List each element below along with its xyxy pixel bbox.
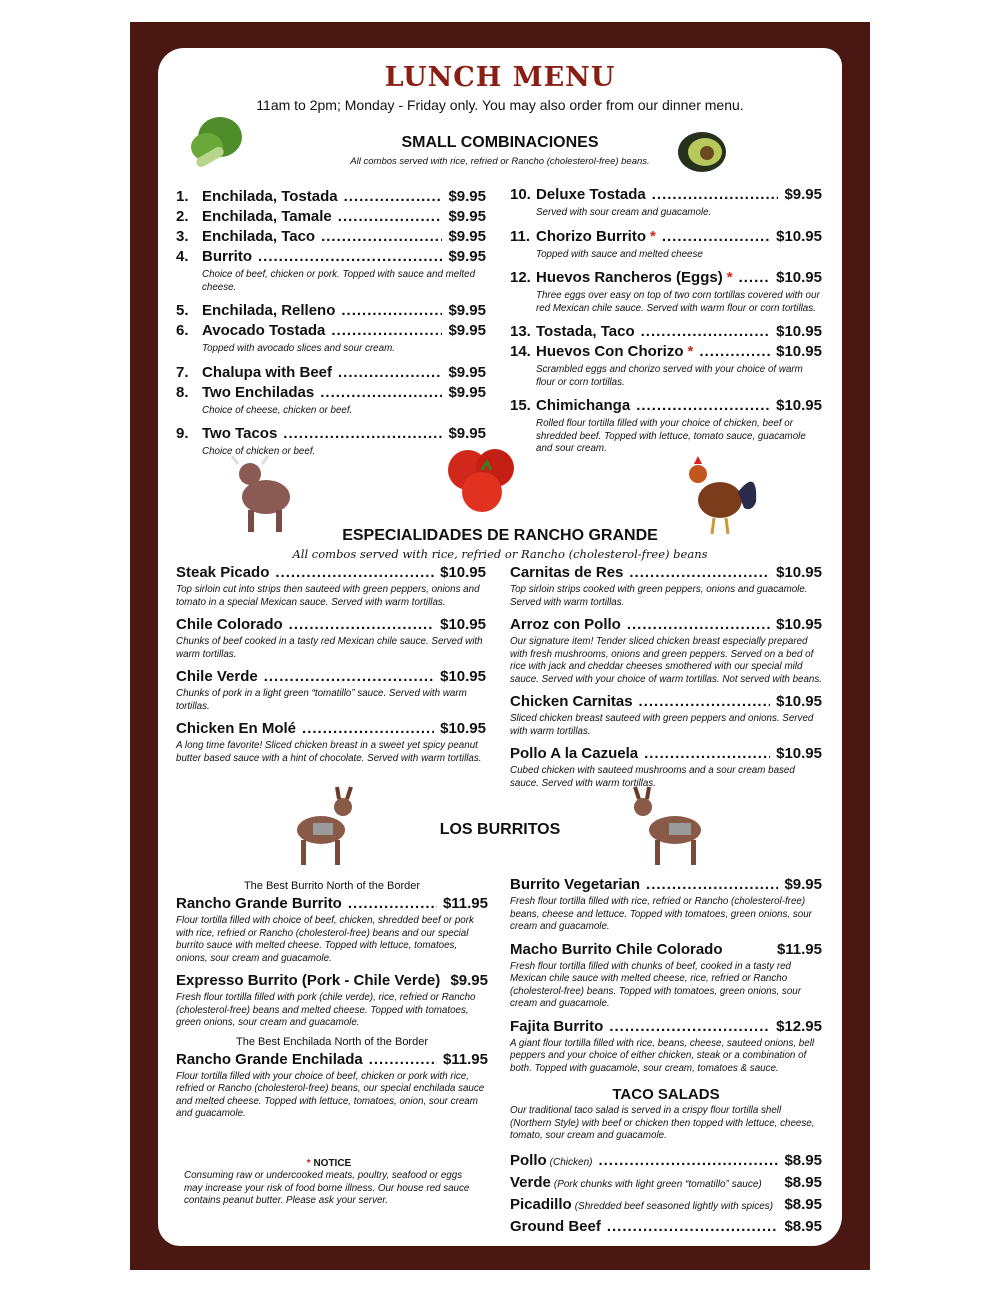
dot-leader [283,424,442,444]
item-price: $10.95 [776,397,822,414]
menu-item-row [510,692,822,712]
item-number: 8. [176,383,189,401]
dot-leader [338,207,443,227]
menu-item-row [176,667,486,687]
menu-item [176,301,486,321]
item-name: Chorizo Burrito [536,227,646,245]
item-name: Huevos Con Chorizo [536,343,684,360]
menu-item [176,247,486,294]
item-number: 15. [510,397,531,414]
item-name: Tostada, Taco [536,323,635,340]
item-description: Fresh flour tortilla filled with chunks of beef, cooked in a tasty red Mexican chile sauce with melted cheese, rice, refried or Rancho (cholesterol-free) beans. Topped with tomatoes, green onions, sour cream and guacamole. [510,960,801,1009]
item-number: 2. [176,208,189,225]
menu-item-row [510,744,822,764]
item-name: Enchilada, Tostada [202,188,338,205]
item-description: Three eggs over easy on top of two corn tortillas covered with our red Mexican chile sauce. Served with warm flour or corn tortillas. [536,290,820,314]
menu-item [510,1217,822,1237]
menu-item [510,744,822,790]
dot-leader [652,185,779,205]
item-price: $10.95 [776,616,822,633]
menu-item [510,692,822,738]
item-name: Expresso Burrito (Pork - Chile Verde) [176,972,441,989]
item-price: $8.95 [784,1151,822,1169]
item-price: $10.95 [440,616,486,633]
item-description: Sliced chicken breast sauteed with green peppers and onions. Served with warm tortillas. [510,713,814,737]
menu-item [510,1173,822,1195]
dot-leader [331,321,442,341]
item-description: Choice of cheese, chicken or beef. [202,404,353,416]
item-price: $11.95 [776,940,822,958]
item-price: $11.95 [442,895,488,912]
dot-leader [641,322,770,342]
item-price: $9.95 [448,228,486,245]
item-name: Pollo A la Cazuela [510,745,639,762]
menu-item [510,940,822,1011]
burritos-right [510,875,822,1081]
menu-item-row [176,894,488,914]
dot-leader [629,563,770,583]
item-description: Topped with avocado slices and sour cream. [202,343,395,354]
menu-item-row [510,1217,822,1237]
small-combos-right [510,185,822,463]
item-number: 1. [176,188,189,205]
item-description: A long time favorite! Sliced chicken breast in a sweet yet spicy peanut butter based sauce with a hint of chocolate. Served with warm tortillas. [176,740,482,764]
item-description: Chunks of pork in a light green “tomatillo” sauce. Served with warm tortillas. [176,688,467,712]
menu-item-row [510,322,822,342]
star-marker: * [687,343,694,360]
item-name: Picadillo [510,1195,572,1213]
menu-item [510,1151,822,1173]
item-note: (Chicken) [549,1156,593,1168]
menu-item [176,363,486,383]
notice-box [184,1158,474,1214]
especialidades-heading: ESPECIALIDADES DE RANCHO GRANDE [342,527,658,544]
item-price: $8.95 [784,1195,822,1213]
dot-leader [739,268,771,288]
taco-salads-description: Our traditional taco salad is served in a crispy flour tortilla shell (Northern Style) with beef or chicken then topped with lettuce, cheese, tomato, sour cream and guacamole. [510,1105,815,1141]
dot-leader [627,615,770,635]
dot-leader [639,692,771,712]
menu-item-row [510,396,822,416]
item-price: $10.95 [776,564,822,581]
item-price: $9.95 [448,363,486,381]
menu-item-row [510,268,822,288]
item-name: Huevos Rancheros (Eggs) [536,269,723,286]
item-price: $10.95 [440,564,486,581]
item-description: A giant flour tortilla filled with rice, beans, cheese, sauteed onions, bell peppers and your choice of either chicken, steak or a combination of both. Topped with guacamole, sour cream, tomatoes & sauce. [510,1037,815,1074]
item-price: $9.95 [784,876,822,893]
star-marker: * [650,227,656,245]
dot-leader [264,667,434,687]
dot-leader [646,875,778,895]
item-note: (Pork chunks with light green “tomatillo” sauce) [553,1178,762,1190]
bull-image [228,452,298,537]
menu-item-row [510,875,822,895]
menu-item [176,971,488,1030]
item-description: Rolled flour tortilla filled with your choice of chicken, beef or shredded beef. Topped with lettuce, tomato sauce, guacamole and sour cream. [536,418,806,454]
item-price: $9.95 [448,248,486,265]
menu-item [510,268,822,315]
item-description: Cubed chicken with sauteed mushrooms and a sour cream based sauce. Served with warm tortillas. [510,765,795,789]
menu-item [510,342,822,389]
item-name: Rancho Grande Enchilada [176,1050,363,1068]
rooster-image [678,452,763,537]
item-number: 11. [510,227,531,245]
item-description: Served with sour cream and guacamole. [536,207,712,218]
item-price: $9.95 [448,208,486,225]
dot-leader [636,396,770,416]
item-price: $11.95 [442,1050,488,1068]
dot-leader [609,1017,770,1037]
menu-item-row [176,971,488,991]
item-price: $10.95 [440,720,486,737]
tomatoes-image [440,440,525,515]
notice-title: NOTICE [313,1158,352,1169]
small-combinaciones-note: All combos served with rice, refried or Rancho (cholesterol-free) beans. [350,156,650,167]
dot-leader [321,227,442,247]
item-name: Enchilada, Relleno [202,302,336,319]
taco-salads-section [510,1086,822,1237]
item-price: $9.95 [448,322,486,339]
item-name: Fajita Burrito [510,1017,604,1035]
item-number: 12. [510,269,531,286]
item-price: $10.95 [776,343,822,360]
menu-item-row [176,187,486,207]
item-number: 13. [510,323,531,340]
menu-item [176,1050,488,1121]
item-name: Enchilada, Taco [202,228,316,245]
item-name: Chicken Carnitas [510,693,633,710]
menu-item [176,227,486,247]
dot-leader [662,227,770,247]
subsection-heading: The Best Enchilada North of the Border [236,1035,428,1048]
menu-item-row [510,1173,822,1195]
menu-item-row [176,207,486,227]
menu-item-row [510,615,822,635]
dot-leader [699,342,770,362]
small-combos-left [176,187,486,466]
item-name: Two Tacos [202,425,278,442]
menu-item [176,894,488,965]
item-price: $10.95 [776,227,822,245]
especialidades-right [510,563,822,796]
dot-leader [348,894,437,914]
dot-leader [644,744,770,764]
taco-salads-heading: TACO SALADS [612,1086,720,1103]
dot-leader [302,719,434,739]
item-price: $10.95 [776,745,822,762]
menu-item [176,207,486,227]
menu-item-row [176,1050,488,1070]
dot-leader [369,1050,437,1070]
menu-item [176,321,486,356]
dot-leader [341,301,442,321]
menu-item [510,875,822,934]
menu-item-row [176,615,486,635]
notice-text: Consuming raw or undercooked meats, poultry, seafood or eggs may increase your risk of food borne illness. Our house red sauce contains peanut butter. Please ask your server. [184,1170,470,1206]
menu-item [510,1195,822,1217]
especialidades-note: All combos served with rice, refried or Rancho (cholesterol-free) beans [292,547,708,561]
taco-salad-list [510,1151,822,1237]
dot-leader [598,1151,778,1171]
menu-item [176,187,486,207]
item-price: $9.95 [448,383,486,401]
item-price: $10.95 [440,668,486,685]
item-description: Choice of beef, chicken or pork. Topped with sauce and melted cheese. [202,269,476,293]
menu-item-row [176,301,486,321]
item-name: Enchilada, Tamale [202,208,332,225]
menu-item [176,719,486,765]
menu-item [510,322,822,342]
menu-item-row [176,363,486,383]
menu-item-row [176,247,486,267]
dot-leader [607,1217,779,1237]
item-number: 9. [176,425,189,442]
menu-item [176,615,486,661]
item-number: 3. [176,228,189,245]
notice-star: * [306,1158,311,1169]
menu-item-row [510,1017,822,1037]
item-name: Steak Picado [176,564,270,581]
menu-item-row [176,383,486,403]
item-price: $9.95 [448,188,486,205]
item-price: $9.95 [448,302,486,319]
item-price: $8.95 [784,1217,822,1235]
item-name: Deluxe Tostada [536,186,646,203]
item-name: Avocado Tostada [202,322,326,339]
item-number: 7. [176,363,189,381]
dot-leader [289,615,434,635]
item-number: 14. [510,343,531,360]
item-name: Chimichanga [536,397,631,414]
dot-leader [258,247,442,267]
item-name: Arroz con Pollo [510,616,621,633]
burritos-left [176,876,488,1127]
item-name: Chile Verde [176,668,258,685]
small-combinaciones-heading: SMALL COMBINACIONES [401,134,599,151]
menu-item-row [510,1151,822,1173]
menu-item [510,185,822,220]
especialidades-left [176,563,486,771]
item-price: $10.95 [776,269,822,286]
menu-item [510,1017,822,1076]
menu-item [176,563,486,609]
item-number: 5. [176,302,189,319]
item-name: Burrito [202,248,252,265]
item-description: Flour tortilla filled with your choice of beef, chicken or pork with rice, refried or Rancho (cholesterol-free) beans, our special enchilada sauce and melted cheese. Topped with lettuce, tomatoes, onion, sour cream and guacamole. [176,1070,485,1119]
star-marker: * [726,269,733,286]
menu-subtitle: 11am to 2pm; Monday - Friday only. You may also order from our dinner menu. [256,97,744,113]
item-description: Chunks of beef cooked in a tasty red Mexican chile sauce. Served with warm tortillas. [176,636,483,660]
item-name: Macho Burrito Chile Colorado [510,940,723,958]
menu-item [510,227,822,262]
item-name: Ground Beef [510,1217,601,1235]
dot-leader [275,563,434,583]
item-name: Burrito Vegetarian [510,876,641,893]
notice-heading [184,1158,474,1169]
item-name: Chile Colorado [176,616,283,633]
menu-item-row [510,940,822,960]
item-price: $9.95 [784,186,822,203]
dot-leader [320,383,442,403]
item-name: Verde [510,1173,551,1191]
item-description: Flour tortilla filled with choice of beef, chicken, shredded beef or pork with rice, refried or Rancho (cholesterol-free) beans and our special burrito sauce with melted cheese. Topped with lettuce, tomatoes, onions, sour cream and guacamole. [176,915,474,964]
menu-item [176,383,486,418]
item-number: 4. [176,248,189,265]
item-description: Scrambled eggs and chorizo served with your choice of warm flour or corn tortillas. [536,364,803,388]
item-description: Our signature item! Tender sliced chicken breast especially prepared with fresh mushrooms, onions and green peppers. Served on a bed of rice with jack and cheddar cheeses smothered with our special mild sauce. Served with your choice of warm tortillas. Not served with beans. [510,636,823,685]
menu-item [510,563,822,609]
menu-item-row [510,1195,822,1217]
item-price: $12.95 [776,1017,822,1035]
dot-leader [338,363,442,383]
menu-item [176,667,486,713]
item-name: Chalupa with Beef [202,363,333,381]
item-note: (Shredded beef seasoned lightly with spices) [574,1200,774,1212]
menu-item-row [176,227,486,247]
item-name: Two Enchiladas [202,383,315,401]
item-price: $8.95 [784,1173,822,1191]
item-price: $9.95 [450,972,488,989]
subsection-heading: The Best Burrito North of the Border [243,880,421,892]
item-description: Choice of chicken or beef. [202,446,316,457]
item-name: Pollo [510,1151,547,1169]
item-name: Chicken En Molé [176,720,297,737]
item-price: $10.95 [776,323,822,340]
menu-item-row [176,719,486,739]
item-name: Rancho Grande Burrito [176,895,342,912]
menu-item-row [510,563,822,583]
los-burritos-heading: LOS BURRITOS [439,821,561,838]
item-description: Top sirloin strips cooked with green peppers, onions and guacamole. Served with warm tortillas. [510,584,808,608]
item-name: Carnitas de Res [510,564,624,581]
dot-leader [344,187,443,207]
item-price: $9.95 [448,425,486,442]
menu-item-row [510,227,822,247]
menu-item [510,615,822,686]
item-number: 10. [510,186,531,203]
item-number: 6. [176,322,189,339]
menu-item-row [510,185,822,205]
item-description: Topped with sauce and melted cheese [536,248,703,260]
menu-item-row [176,563,486,583]
menu-item-row [510,342,822,362]
item-description: Fresh flour tortilla filled with pork (chile verde), rice, refried or Rancho (cholesterol-free) beans and melted cheese. Topped with tomatoes, green onions, sour cream and guacamole. [176,992,476,1028]
item-description: Fresh flour tortilla filled with rice, refried or Rancho (cholesterol-free) beans, cheese and lettuce. Topped with tomatoes, green onions, sour cream and guacamole. [510,896,812,932]
item-description: Top sirloin cut into strips then sauteed with green peppers, onions and tomato in a special Mexican sauce. Served with warm tortillas. [176,584,480,608]
menu-item [510,396,822,456]
menu-item-row [176,321,486,341]
menu-title: LUNCH MENU [384,62,616,93]
item-price: $10.95 [776,693,822,710]
